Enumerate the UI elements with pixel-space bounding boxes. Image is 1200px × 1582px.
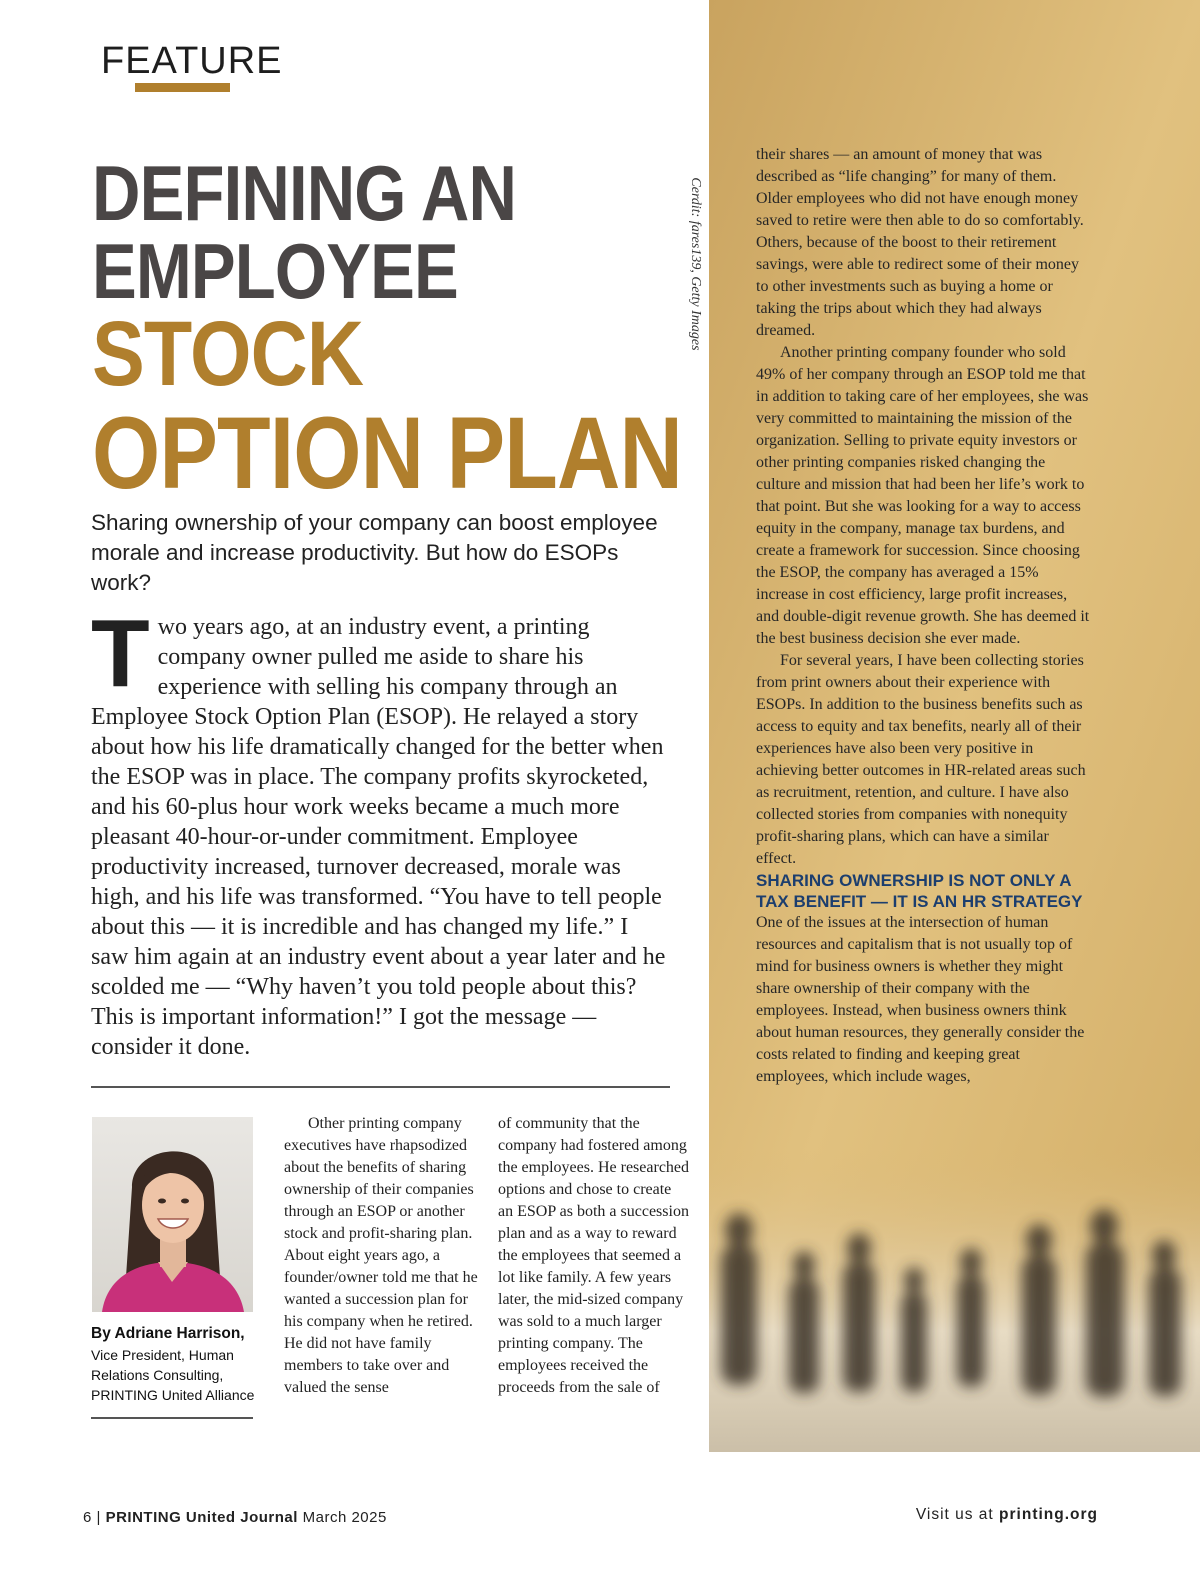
headline-line-1: DEFINING AN — [92, 149, 517, 237]
intro-paragraph — [91, 600, 671, 1062]
publication-name: PRINTING United Journal — [105, 1509, 298, 1526]
headline-line-2: EMPLOYEE — [92, 227, 458, 315]
byline — [91, 1323, 261, 1405]
byline-rule — [91, 1417, 253, 1419]
visit-prefix: Visit us at — [915, 1506, 994, 1523]
right-column-text — [756, 144, 1091, 1088]
body-paragraph: of community that the company had fostered among the employees. He researched options and chose to create an ESOP as both a succession plan and as a way to reward the employees that seemed a lot like family. A few years later, the mid-sized company was sold to a much larger printing company. The employees received the proceeds from the sale of — [498, 1115, 690, 1396]
photo-credit: Cerdit: fares139, Getty Images — [688, 177, 703, 351]
drop-cap: T — [91, 600, 150, 707]
body-column-a — [284, 1113, 479, 1399]
section-label-rule — [135, 83, 230, 92]
folio-separator: | — [96, 1509, 101, 1526]
body-paragraph: Other printing company executives have rhapsodized about the benefits of sharing ownership of their companies through an ESOP or another stock and profit-sharing plan. About eight years ago, a founder/owner told me that he wanted a succession plan for his company when he retired. He did not have family members to take over and valued the sense — [284, 1115, 478, 1396]
article-deck: Sharing ownership of your company can boost employee morale and increase productivity. But how do ESOPs work? — [91, 510, 658, 595]
section-label: FEATURE — [101, 40, 283, 82]
headline-line-4: OPTION PLAN — [92, 396, 682, 510]
section-divider — [91, 1086, 670, 1088]
page-number: 6 — [83, 1509, 92, 1526]
headline-line-3: STOCK — [92, 303, 364, 405]
website-link[interactable]: printing.org — [999, 1506, 1098, 1523]
section-subhead: SHARING OWNERSHIP IS NOT ONLY A TAX BENEFIT — IT IS AN HR STRATEGY — [756, 871, 1083, 911]
author-role: Vice President, Human Relations Consulting, PRINTING United Alliance — [91, 1347, 255, 1403]
author-name: By Adriane Harrison, — [91, 1325, 245, 1342]
body-paragraph: One of the issues at the intersection of human resources and capitalism that is not usually top of mind for business owners is whether they might share ownership of their company with the employees. Instead, when business owners think about human resources, they generally consider the costs related to finding and keeping great employees, which include wages, — [756, 914, 1085, 1085]
footer-folio — [83, 1509, 387, 1526]
body-paragraph: their shares — an amount of money that was described as “life changing” for many of them. Older employees who did not have enough money saved to retire were then able to do so comfortably. Others, because of the boost to their retirement savings, were able to redirect some of their money to other investments such as buying a home or taking the trips about which they had always dreamed. — [756, 146, 1084, 339]
body-paragraph: Another printing company founder who sold 49% of her company through an ESOP told me that in addition to taking care of her employees, she was very committed to maintaining the mission of the organization. Selling to private equity investors or other printing companies risked changing the culture and mission that had been her life’s work to that point. But she was looking for a way to access equity in the company, manage tax burdens, and create a framework for succession. Since choosing the ESOP, the company has averaged a 15% increase in cost efficiency, large profit increases, and double-digit revenue growth. She has deemed it the best business decision she ever made. — [756, 344, 1090, 647]
issue-date: March 2025 — [302, 1509, 387, 1526]
intro-text: wo years ago, at an industry event, a printing company owner pulled me aside to share his experience with selling his company through an Employee Stock Option Plan (ESOP). He relayed a story about how his life dramatically changed for the better when the ESOP was in place. The company profits skyrocketed, and his 60-plus hour work weeks became a much more pleasant 40-hour-or-under commitment. Employee productivity increased, turnover decreased, morale was high, and his life was transformed. “You have to tell people about this — it is incredible and has changed my life.” I saw him again at an industry event about a year later and he scolded me — “Why haven’t you told people about this? This is important information!” I got the message — consider it done. — [91, 614, 666, 1060]
author-photo — [92, 1117, 253, 1312]
body-column-b — [498, 1113, 690, 1399]
footer-website — [916, 1506, 1098, 1524]
body-paragraph: For several years, I have been collecting stories from print owners about their experience with ESOPs. In addition to the business benefits such as access to equity and tax benefits, nearly all of their experiences have also been very positive in achieving better outcomes in HR-related areas such as recruitment, retention, and culture. I have also collected stories from companies with nonequity profit-sharing plans, which can have a similar effect. — [756, 652, 1086, 867]
